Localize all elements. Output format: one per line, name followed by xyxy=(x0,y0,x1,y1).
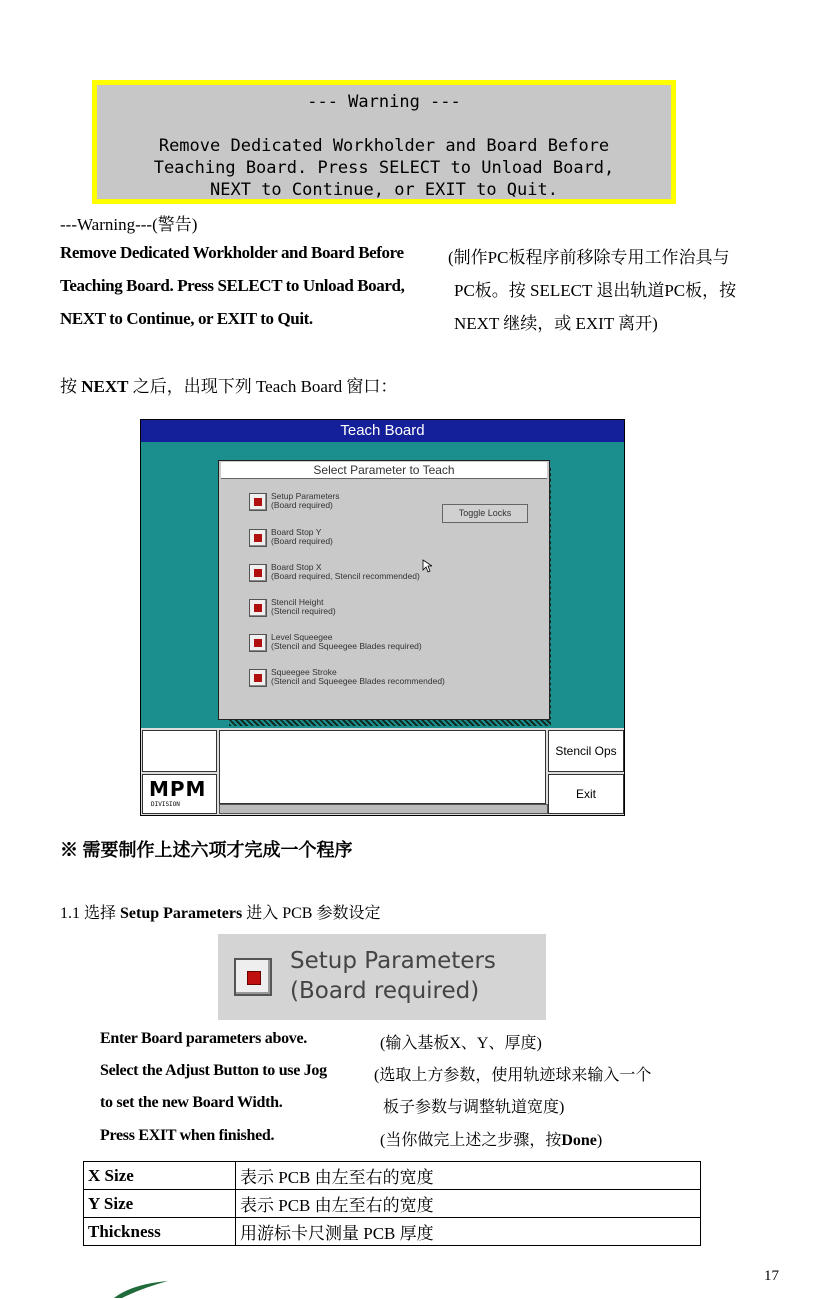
option-checkbox-icon[interactable] xyxy=(249,669,267,687)
option-board-stop-y[interactable] xyxy=(249,525,539,555)
table-desc: 表示 PCB 由左至右的宽度 xyxy=(236,1190,701,1218)
option-label: Setup Parameters xyxy=(271,491,340,501)
status-bar xyxy=(219,804,548,814)
table-row xyxy=(84,1190,701,1218)
table-desc: 用游标卡尺测量 PCB 厚度 xyxy=(236,1218,701,1246)
section-bold: Setup Parameters xyxy=(120,905,243,922)
mpm-logo-sub: DIVISION xyxy=(151,801,180,808)
translation-row-zh: NEXT 继续，或 EXIT 离开) xyxy=(454,314,658,333)
instruction-zh-bold: Done xyxy=(561,1132,597,1149)
blank-panel xyxy=(142,730,217,772)
option-sublabel: (Stencil and Squeegee Blades required) xyxy=(271,641,422,651)
instruction-zh xyxy=(380,1127,602,1150)
stencil-ops-label: Stencil Ops xyxy=(555,744,617,758)
option-label: Squeegee Stroke xyxy=(271,667,337,677)
option-label: Stencil Height xyxy=(271,597,324,607)
intro-bold: NEXT xyxy=(81,377,129,396)
translation-row-en: Remove Dedicated Workholder and Board Before xyxy=(60,243,404,262)
select-parameter-dialog xyxy=(218,460,550,720)
instruction-zh-text: (当你做完上述之步骤，按 xyxy=(380,1132,562,1149)
intro-rest: 之后，出现下列 Teach Board 窗口： xyxy=(132,377,398,396)
translation-row-en: Teaching Board. Press SELECT to Unload Board, xyxy=(60,276,405,295)
warning-heading xyxy=(60,210,197,235)
translation-row-zh: (制作PC板程序前移除专用工作治具与 xyxy=(448,248,730,267)
instruction-zh-end: ) xyxy=(596,1132,603,1149)
option-level-squeegee[interactable] xyxy=(249,630,539,660)
stencil-ops-button[interactable] xyxy=(548,730,624,772)
table-term: Y Size xyxy=(84,1190,236,1218)
section-heading xyxy=(60,900,380,923)
option-stencil-height[interactable] xyxy=(249,595,539,625)
section-number: 1.1 选择 xyxy=(60,905,117,922)
section-rest: 进入 PCB 参数设定 xyxy=(246,905,381,922)
mouse-cursor-icon xyxy=(422,559,432,573)
company-logo-swoosh-icon xyxy=(112,1278,172,1299)
option-sublabel: (Stencil and Squeegee Blades recommended) xyxy=(271,676,445,686)
exit-label: Exit xyxy=(575,787,596,801)
option-sublabel: (Board required, Stencil recommended) xyxy=(271,571,420,581)
option-sublabel: (Stencil required) xyxy=(271,606,336,616)
option-checkbox-icon[interactable] xyxy=(249,493,267,511)
bottom-panel xyxy=(141,728,624,815)
option-label: Board Stop X xyxy=(271,562,322,572)
instruction-en: to set the new Board Width. xyxy=(100,1094,283,1111)
option-sublabel: (Board required) xyxy=(271,536,333,546)
warning-line: NEXT to Continue, or EXIT to Quit. xyxy=(210,180,558,200)
teach-board-title: Teach Board xyxy=(141,420,624,442)
option-checkbox-icon[interactable] xyxy=(249,529,267,547)
option-board-stop-x[interactable] xyxy=(249,560,539,590)
table-row xyxy=(84,1218,701,1246)
warning-title: --- Warning --- xyxy=(307,92,461,112)
warning-line: Teaching Board. Press SELECT to Unload Board, xyxy=(153,158,615,178)
translation-row-zh: PC板。按 SELECT 退出轨道PC板，按 xyxy=(454,281,737,300)
note-line: ※ 需要制作上述六项才完成一个程序 xyxy=(60,840,353,860)
setup-parameters-checkbox-icon xyxy=(234,958,272,996)
table-desc: 表示 PCB 由左至右的宽度 xyxy=(236,1162,701,1190)
option-label: Level Squeegee xyxy=(271,632,333,642)
intro-prefix: 按 xyxy=(60,377,77,396)
instruction-zh: 板子参数与调整轨道宽度) xyxy=(383,1099,565,1116)
setup-image-line1: Setup Parameters xyxy=(290,948,496,974)
instruction-zh: (选取上方参数，使用轨迹球来输入一个 xyxy=(374,1067,652,1084)
table-row xyxy=(84,1162,701,1190)
table-term: Thickness xyxy=(84,1218,236,1246)
warning-heading-en: ---Warning--- xyxy=(60,215,153,234)
option-checkbox-icon[interactable] xyxy=(249,564,267,582)
translation-row-en: NEXT to Continue, or EXIT to Quit. xyxy=(60,309,313,328)
definition-table xyxy=(83,1161,701,1246)
table-term: X Size xyxy=(84,1162,236,1190)
warning-dialog xyxy=(92,80,676,204)
warning-line: Remove Dedicated Workholder and Board Before xyxy=(158,136,610,156)
dialog-title: Select Parameter to Teach xyxy=(221,462,547,479)
page-number: 17 xyxy=(764,1268,779,1284)
setup-image-line2: (Board required) xyxy=(290,978,480,1004)
exit-button[interactable] xyxy=(548,774,624,814)
warning-heading-zh: (警告) xyxy=(152,215,198,234)
instruction-zh: (输入基板X、Y、厚度) xyxy=(380,1035,542,1052)
instruction-en: Select the Adjust Button to use Jog xyxy=(100,1062,327,1079)
instruction-en: Press EXIT when finished. xyxy=(100,1127,275,1144)
setup-parameters-image xyxy=(218,934,546,1020)
mpm-logo-text: MPM xyxy=(149,777,207,801)
warning-dialog-body xyxy=(97,85,671,199)
mpm-logo xyxy=(142,774,217,814)
option-squeegee-stroke[interactable] xyxy=(249,665,539,695)
message-panel xyxy=(219,730,546,804)
option-checkbox-icon[interactable] xyxy=(249,634,267,652)
toggle-locks-button[interactable]: Toggle Locks xyxy=(442,504,528,523)
instruction-en: Enter Board parameters above. xyxy=(100,1030,307,1047)
option-checkbox-icon[interactable] xyxy=(249,599,267,617)
option-sublabel: (Board required) xyxy=(271,500,333,510)
option-label: Board Stop Y xyxy=(271,527,322,537)
intro-line xyxy=(60,372,397,397)
teach-board-window xyxy=(140,419,625,816)
